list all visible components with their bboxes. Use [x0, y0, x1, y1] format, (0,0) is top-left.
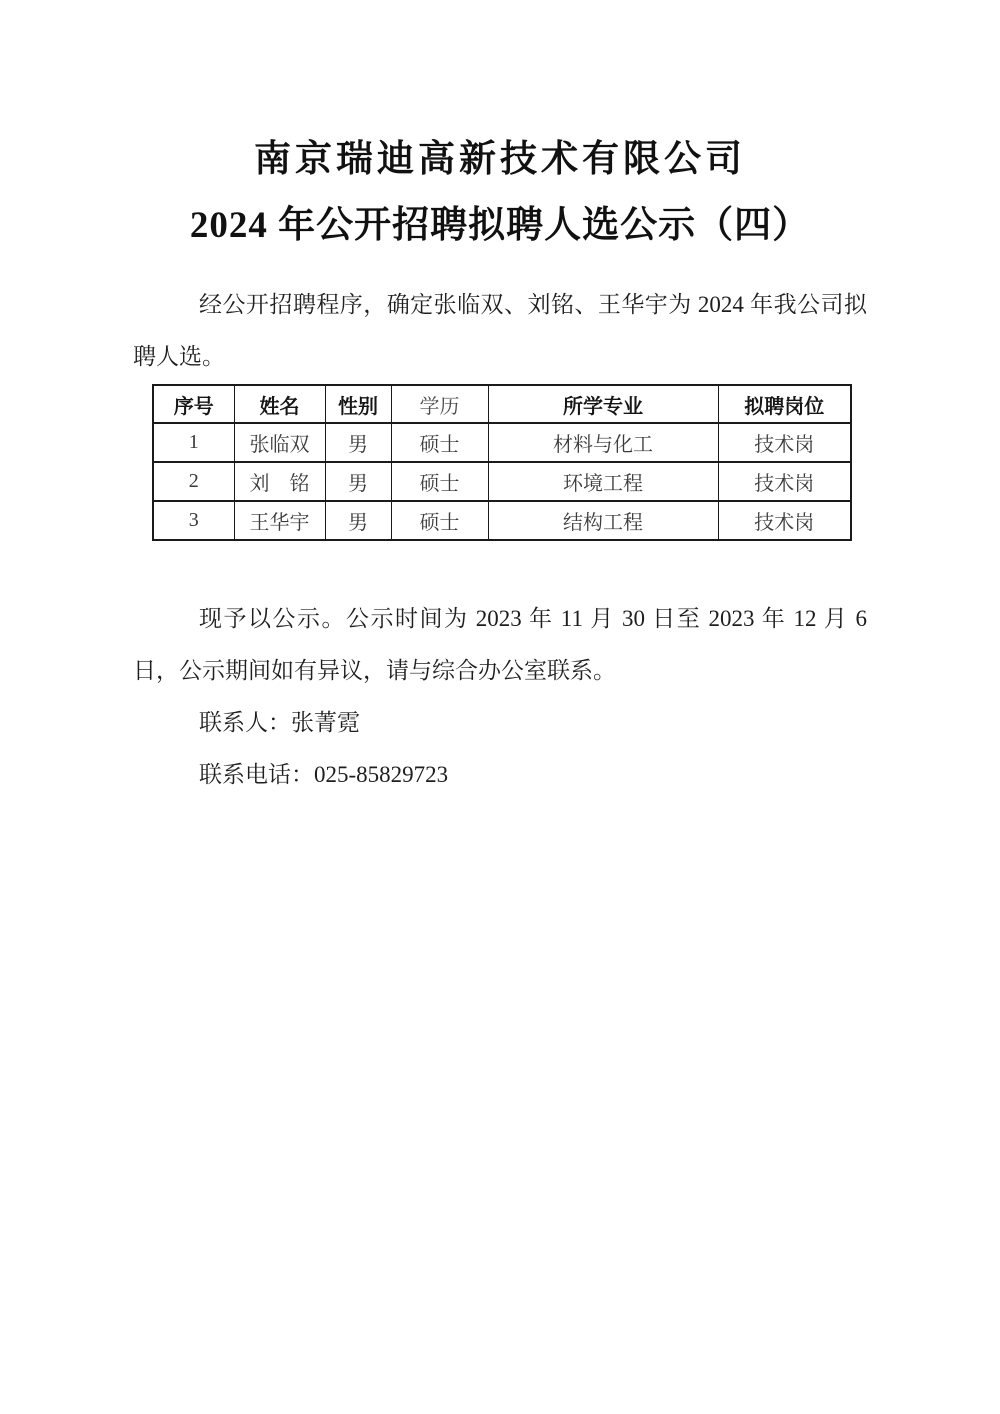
- table-cell: 3: [153, 501, 234, 540]
- table-cell: 男: [325, 462, 391, 501]
- document-subtitle: 2024 年公开招聘拟聘人选公示（四）: [189, 205, 811, 246]
- table-cell: 技术岗: [718, 462, 851, 501]
- table-cell: 男: [325, 423, 391, 462]
- table-header-cell: 姓名: [234, 385, 325, 423]
- table-cell: 硕士: [391, 501, 488, 540]
- table-cell: 结构工程: [488, 501, 718, 540]
- table-cell: 王华宇: [234, 501, 325, 540]
- table-cell: 张临双: [234, 423, 325, 462]
- table-cell: 环境工程: [488, 462, 718, 501]
- document-title: 南京瑞迪高新技术有限公司: [254, 139, 746, 180]
- table-header-cell: 序号: [153, 385, 234, 423]
- intro-paragraph: 经公开招聘程序，确定张临双、刘铭、王华宇为 2024 年我公司拟聘人选。: [133, 292, 867, 369]
- table-cell: 材料与化工: [488, 423, 718, 462]
- table-header-row: [153, 385, 851, 423]
- candidates-table: [152, 384, 852, 541]
- table-cell: 1: [153, 423, 234, 462]
- table-header-cell: 所学专业: [488, 385, 718, 423]
- announcement-paragraph: 现予以公示。公示时间为 2023 年 11 月 30 日至 2023 年 12 月 6 日，公示期间如有异议，请与综合办公室联系。: [133, 606, 867, 683]
- table-header-cell: 性别: [325, 385, 391, 423]
- table-cell: 男: [325, 501, 391, 540]
- table-cell: 技术岗: [718, 501, 851, 540]
- candidates-table-wrap: [152, 384, 867, 541]
- table-cell: 技术岗: [718, 423, 851, 462]
- table-header-cell: 拟聘岗位: [718, 385, 851, 423]
- table-row: [153, 423, 851, 462]
- table-cell: 硕士: [391, 423, 488, 462]
- table-header-cell: 学历: [391, 385, 488, 423]
- contact-phone: 联系电话：025-85829723: [199, 762, 449, 787]
- table-cell: 硕士: [391, 462, 488, 501]
- table-cell: 2: [153, 462, 234, 501]
- title-block: [133, 0, 867, 259]
- table-row: [153, 462, 851, 501]
- contact-person: 联系人：张菁霓: [199, 710, 360, 735]
- table-cell: 刘 铭: [234, 462, 325, 501]
- table-row: [153, 501, 851, 540]
